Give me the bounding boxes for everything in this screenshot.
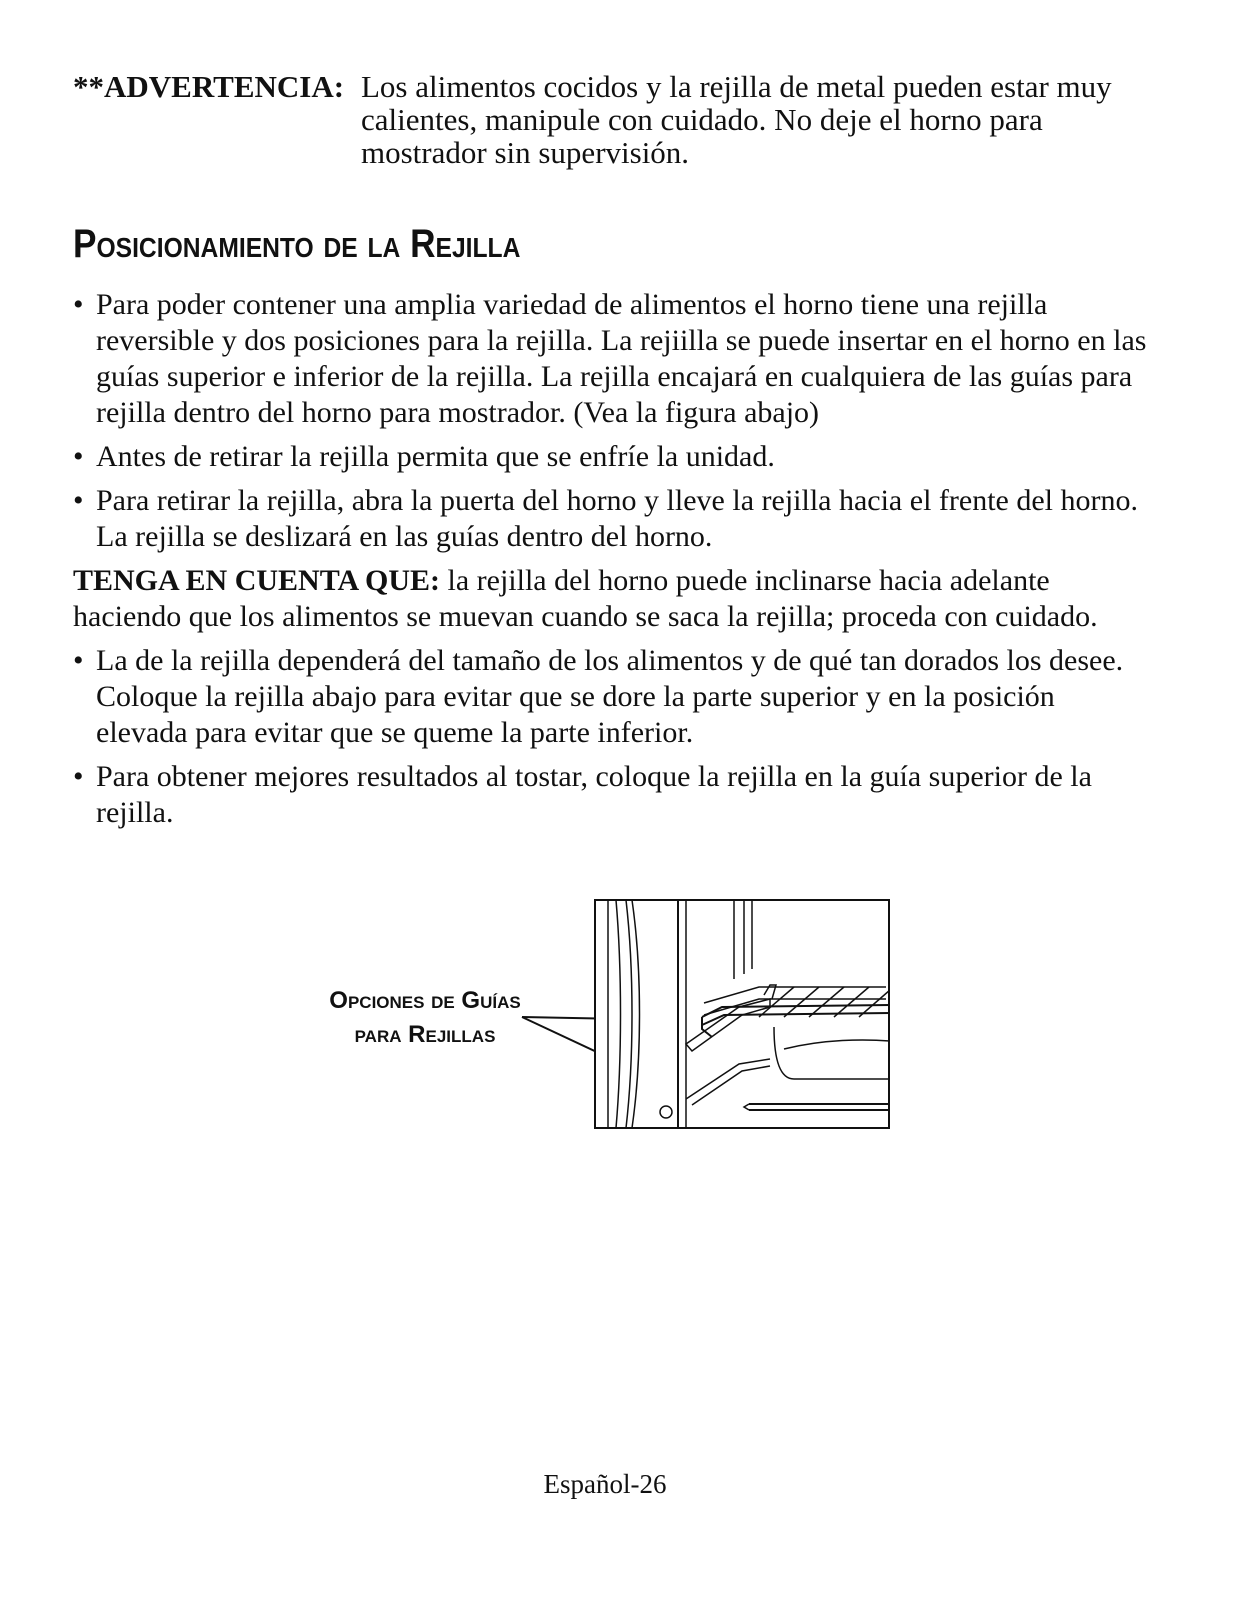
bullet-dot: •	[73, 440, 84, 473]
bullet-text: Para poder contener una amplia variedad de alimentos el horno tiene una rejilla reversible y dos posiciones para la rejilla. La rejiilla se puede insertar en el horno en las guías superior e inferior de la rejilla. La rejilla encajará en cualquiera de las guías para rejilla dentro del horno para mostrador. (Vea la figura abajo)	[96, 288, 1147, 429]
bullet-dot: •	[73, 760, 84, 793]
warning-text: Los alimentos cocidos y la rejilla de metal pueden estar muy calientes, manipule con cuidado. No deje el horno para mostrador sin supervisión.	[361, 69, 1112, 170]
bullet-dot: •	[73, 484, 84, 517]
figure-caption-line-1: Opciones de Guías	[329, 987, 521, 1014]
bullet-text: Para obtener mejores resultados al tostar, coloque la rejilla en la guía superior de la rejilla.	[96, 760, 1092, 829]
bullet-text: Antes de retirar la rejilla permita que se enfríe la unidad.	[96, 440, 775, 473]
section-heading: Posicionamiento de la Rejilla	[73, 222, 521, 266]
bullet-dot: •	[73, 288, 84, 321]
warning-label: **ADVERTENCIA:	[73, 69, 345, 104]
bullet-dot: •	[73, 644, 84, 677]
oven-rack-illustration	[594, 899, 890, 1129]
bullet-text: La de la rejilla dependerá del tamaño de los alimentos y de qué tan dorados los desee. Coloque la rejilla abajo para evitar que se dore la parte superior y en la posición elevada para evitar que se queme la parte inferior.	[96, 644, 1124, 749]
figure-caption-line-2: para Rejillas	[354, 1021, 496, 1048]
note-text: la rejilla del horno puede inclinarse hacia adelante haciendo que los alimentos se muevan cuando se saca la rejilla; proceda con cuidado.	[73, 564, 1098, 633]
note-label: TENGA EN CUENTA QUE:	[73, 564, 441, 597]
bullet-text: Para retirar la rejilla, abra la puerta del horno y lleve la rejilla hacia el frente del horno. La rejilla se deslizará en las guías dentro del horno.	[96, 484, 1138, 553]
page-number: Español-26	[543, 1469, 667, 1499]
